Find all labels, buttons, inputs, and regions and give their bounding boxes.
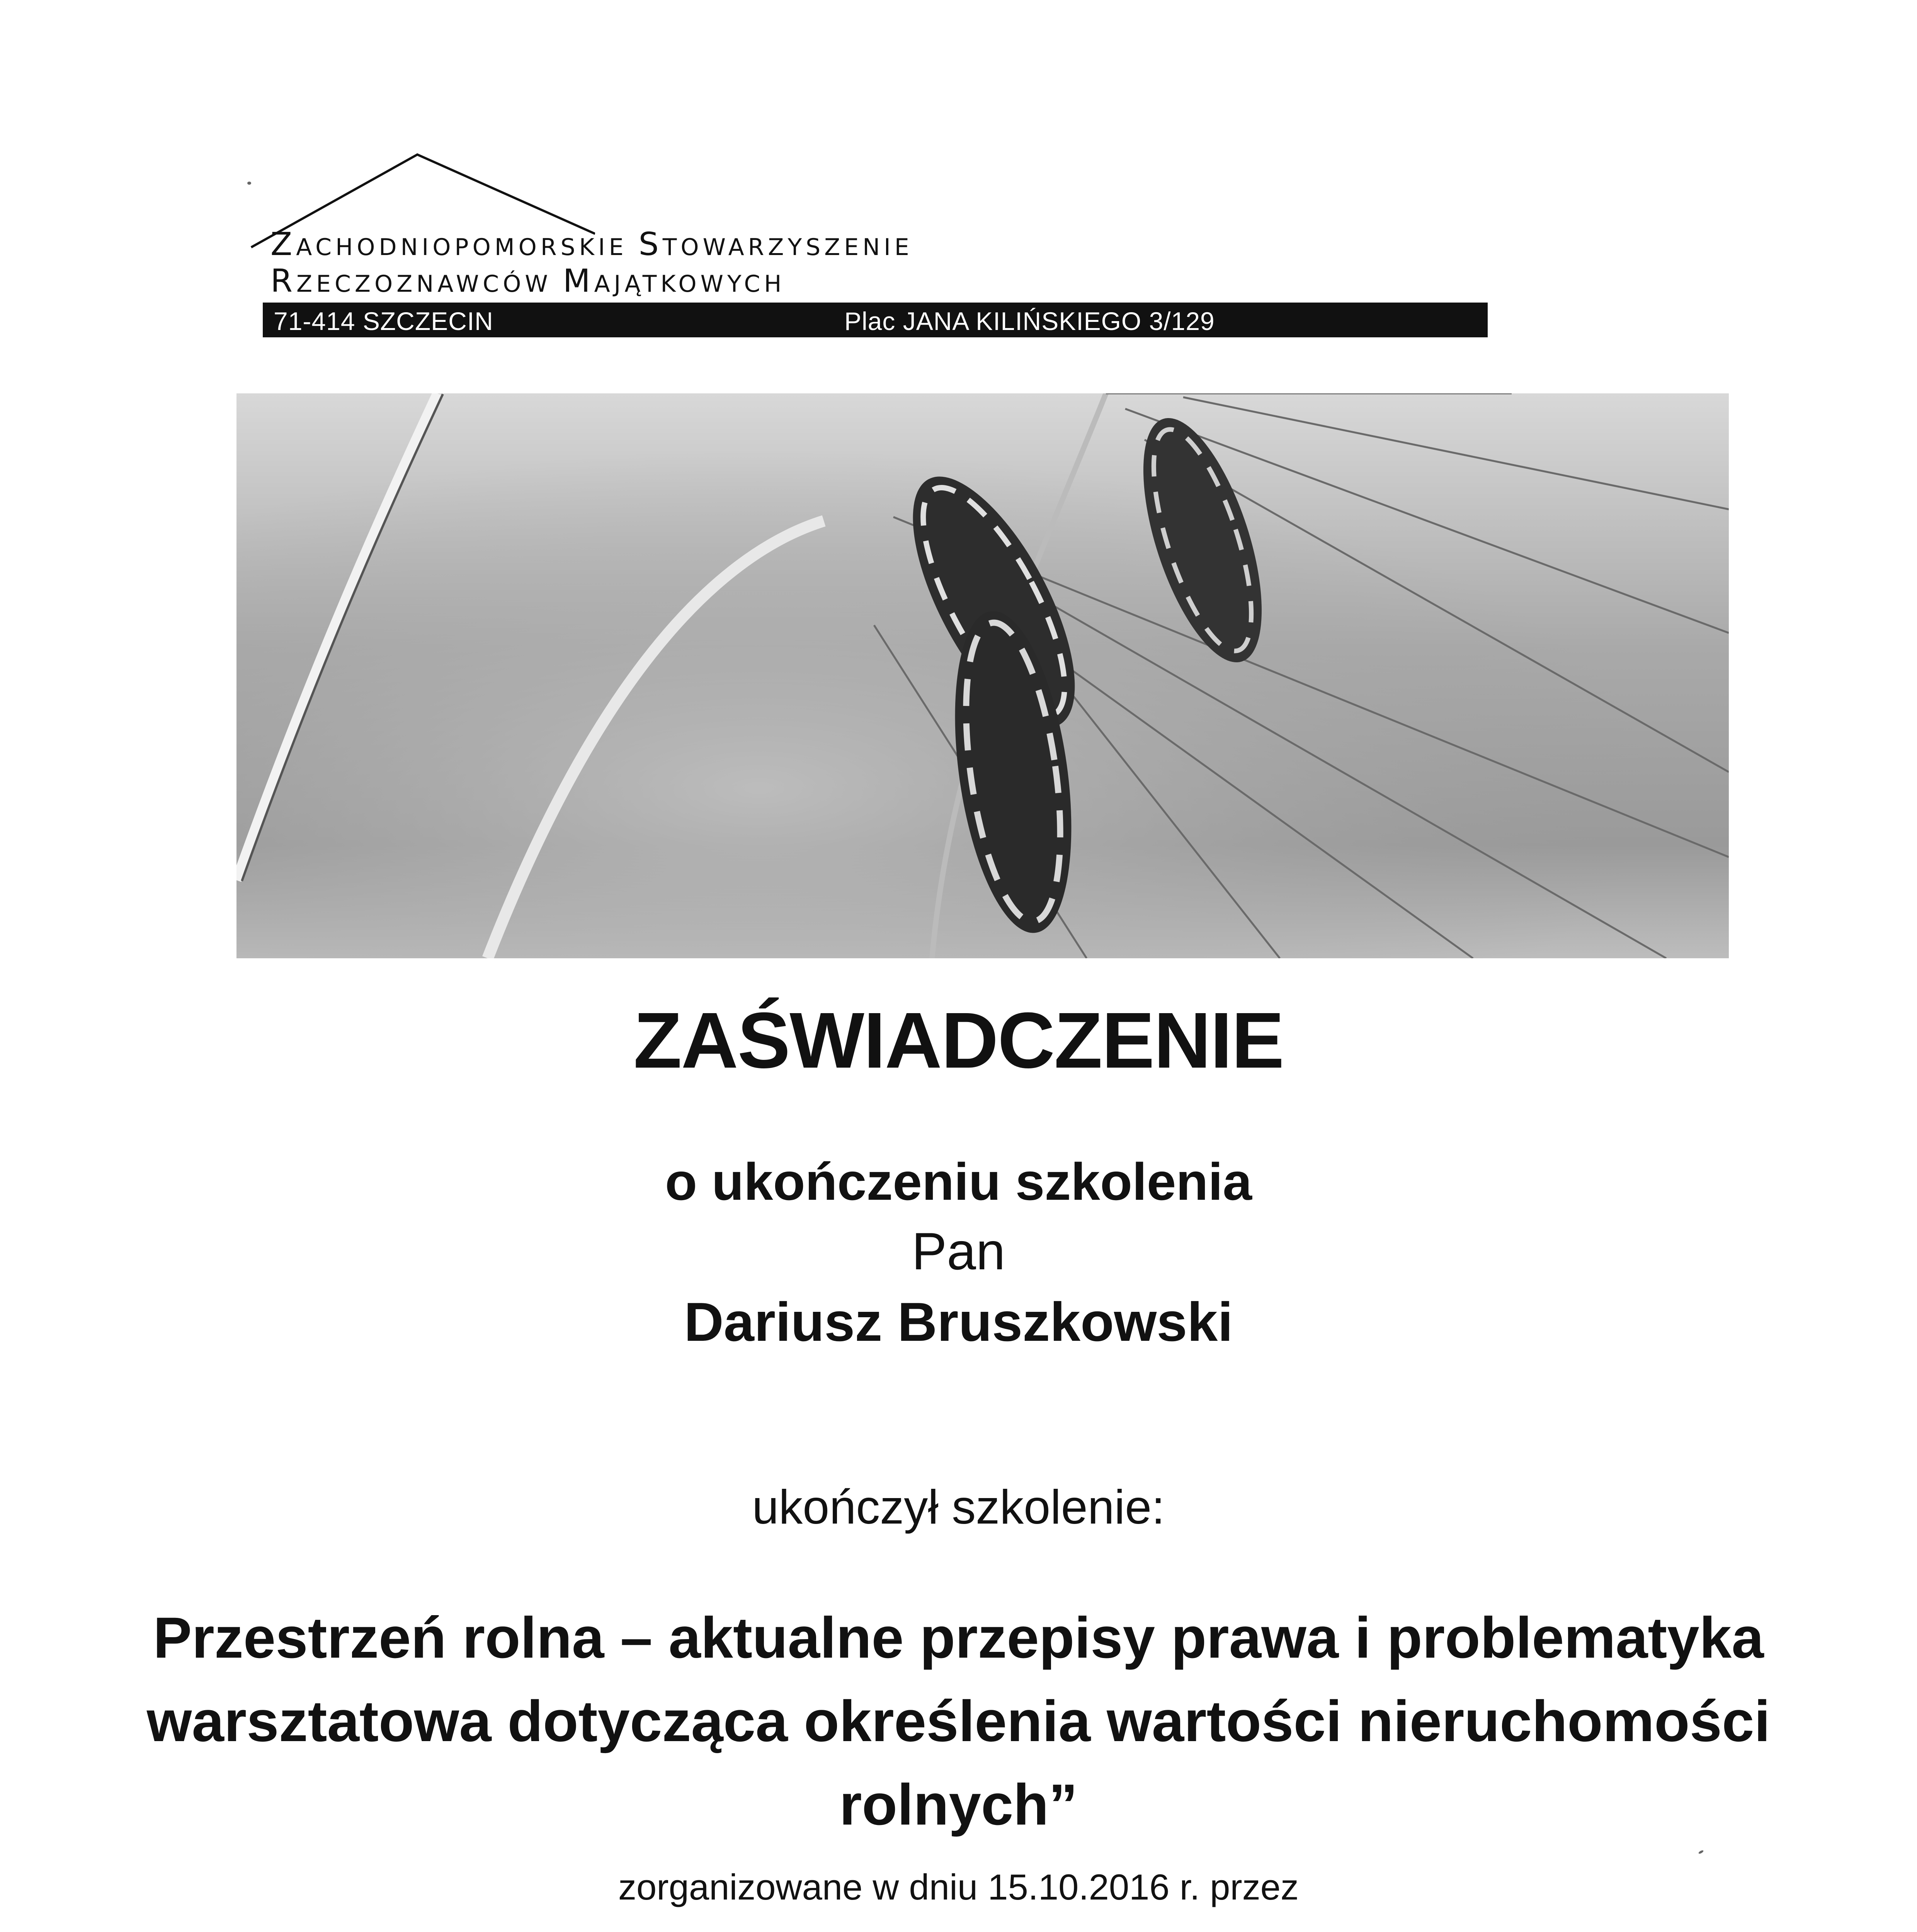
course-title-line: warsztatowa dotycząca określenia wartości nieruchomości	[146, 1689, 1771, 1753]
course-title-line: rolnych”	[839, 1772, 1078, 1837]
certificate-subtitle: o ukończeniu szkolenia	[665, 1152, 1252, 1211]
course-title	[0, 1596, 1917, 1846]
certificate-title: ZAŚWIADCZENIE	[633, 996, 1284, 1085]
scan-speck	[247, 182, 251, 185]
org-name-line-1: ZACHODNIOPOMORSKIE STOWARZYSZENIE	[270, 226, 913, 263]
organized-date-text: zorganizowane w dniu 15.10.2016 r. przez	[618, 1867, 1299, 1907]
org-name-line-2: RZECZOZNAWCÓW MAJĄTKOWYCH	[270, 263, 786, 299]
salutation: Pan	[912, 1222, 1005, 1281]
address-street: Plac JANA KILIŃSKIEGO 3/129	[844, 307, 1215, 335]
scan-speck	[1698, 1850, 1704, 1854]
course-title-line: Przestrzeń rolna – aktualne przepisy prawa i problematyka	[153, 1605, 1764, 1670]
address-bar	[263, 303, 1488, 337]
recipient-name: Dariusz Bruszkowski	[684, 1291, 1233, 1353]
wheat-photo	[236, 393, 1729, 958]
completed-label: ukończył szkolenie:	[752, 1481, 1165, 1534]
address-city: 71-414 SZCZECIN	[274, 307, 493, 335]
